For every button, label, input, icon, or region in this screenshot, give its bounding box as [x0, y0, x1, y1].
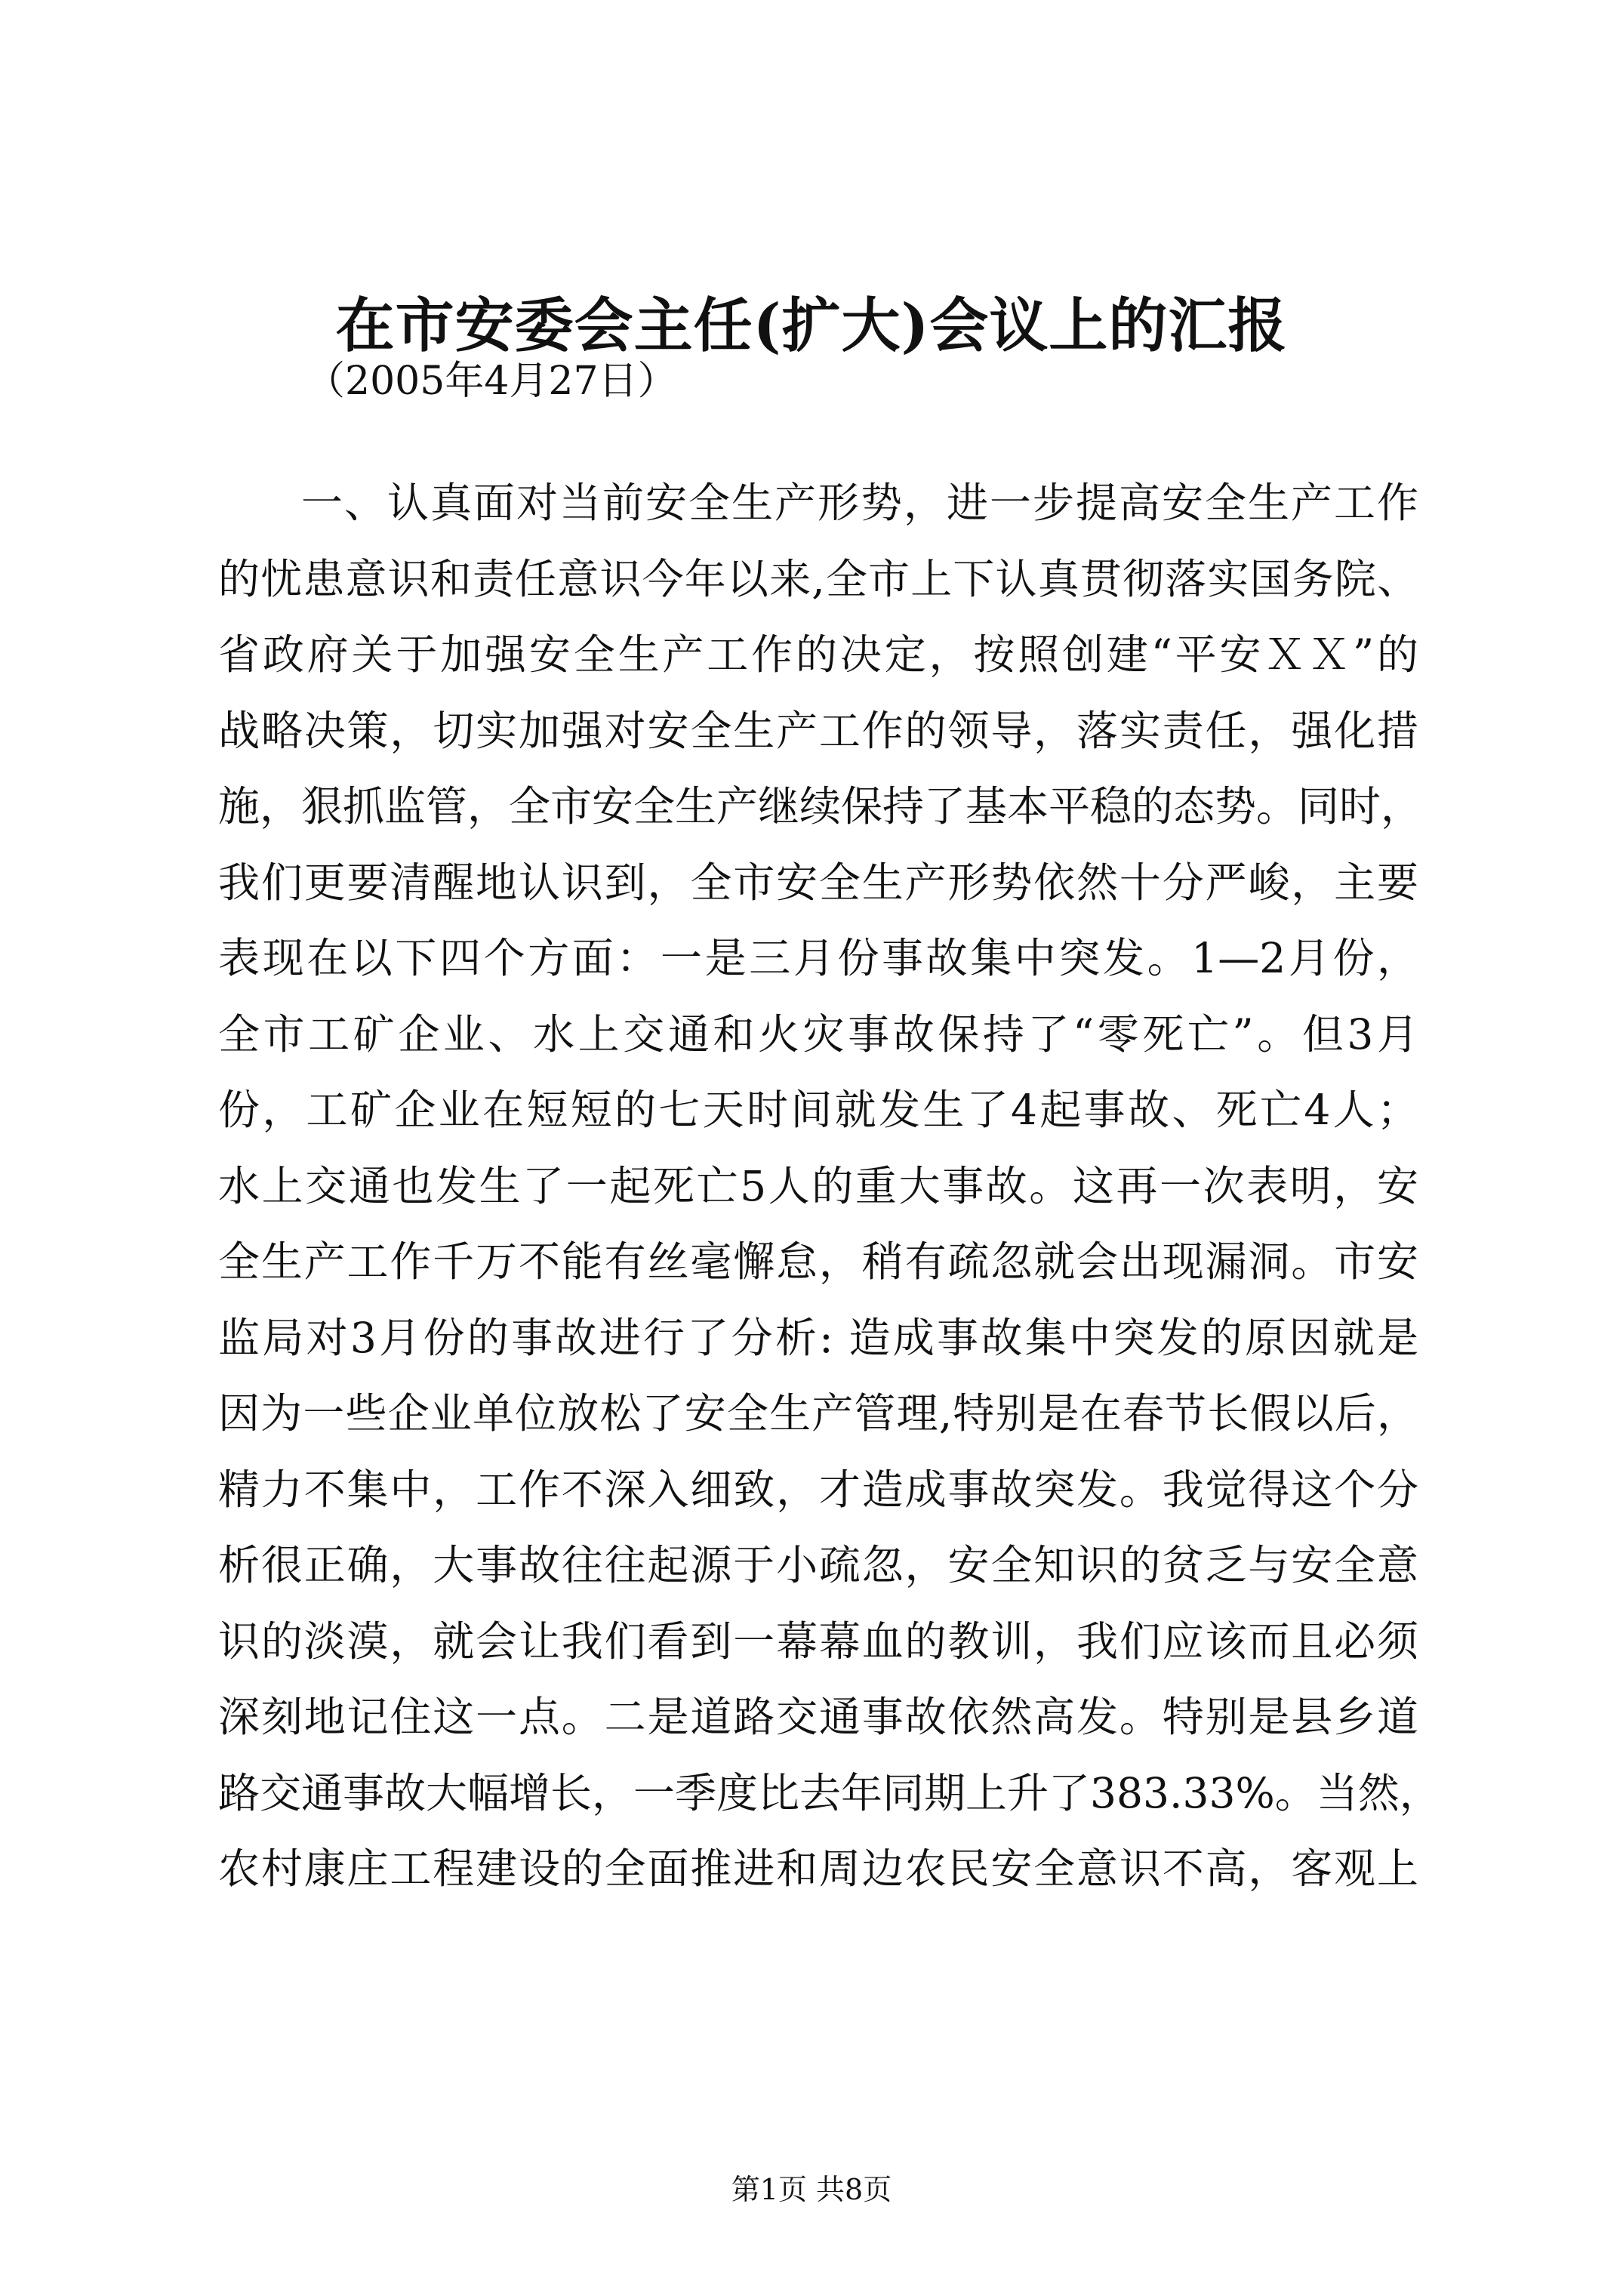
body-line: 全市工矿企业、水上交通和火灾事故保持了“零死亡”。但3月: [218, 1009, 1418, 1059]
body-line: 的忧患意识和责任意识今年以来,全市上下认真贯彻落实国务院、: [218, 554, 1418, 603]
body-line: 析很正确，大事故往往起源于小疏忽，安全知识的贫乏与安全意: [218, 1541, 1418, 1589]
body-line: 水上交通也发生了一起死亡5人的重大事故。这再一次表明，安: [218, 1161, 1418, 1210]
body-line: 战略决策，切实加强对安全生产工作的领导，落实责任，强化措: [218, 706, 1418, 755]
body-text: [218, 465, 1441, 1907]
body-line: 精力不集中，工作不深入细致，才造成事故突发。我觉得这个分: [218, 1465, 1418, 1514]
body-line: 我们更要清醒地认识到，全市安全生产形势依然十分严峻，主要: [218, 858, 1418, 907]
body-line: 省政府关于加强安全生产工作的决定，按照创建“平安ＸＸ”的: [218, 630, 1418, 679]
body-line: 路交通事故大幅增长，一季度比去年同期上升了383.33%。当然，: [218, 1768, 1441, 1817]
body-line: 农村康庄工程建设的全面推进和周边农民安全意识不高，客观上: [218, 1845, 1418, 1893]
body-line: 深刻地记住这一点。二是道路交通事故依然高发。特别是县乡道: [218, 1693, 1418, 1741]
body-line: 全生产工作千万不能有丝毫懈怠，稍有疏忽就会出现漏洞。市安: [218, 1237, 1418, 1286]
body-line: 一、认真面对当前安全生产形势，进一步提高安全生产工作: [301, 479, 1418, 527]
body-line: 监局对3月份的事故进行了分析: 造成事故集中突发的原因就是: [218, 1313, 1418, 1362]
report-date: （2005年4月27日）: [306, 359, 677, 404]
body-line: 表现在以下四个方面：一是三月份事故集中突发。1—2月份，: [218, 934, 1418, 982]
body-line: 施，狠抓监管，全市安全生产继续保持了基本平稳的态势。同时，: [218, 782, 1423, 831]
page-number: 第1页 共8页: [731, 2173, 892, 2206]
body-line: 识的淡漠，就会让我们看到一幕幕血的教训，我们应该而且必须: [218, 1616, 1418, 1666]
body-line: 份，工矿企业在短短的七天时间就发生了4起事故、死亡4人；: [218, 1086, 1418, 1134]
body-line: 因为一些企业单位放松了安全生产管理,特别是在春节长假以后，: [218, 1389, 1418, 1438]
document-title: 在市安委会主任(扩大)会议上的汇报: [335, 291, 1288, 360]
